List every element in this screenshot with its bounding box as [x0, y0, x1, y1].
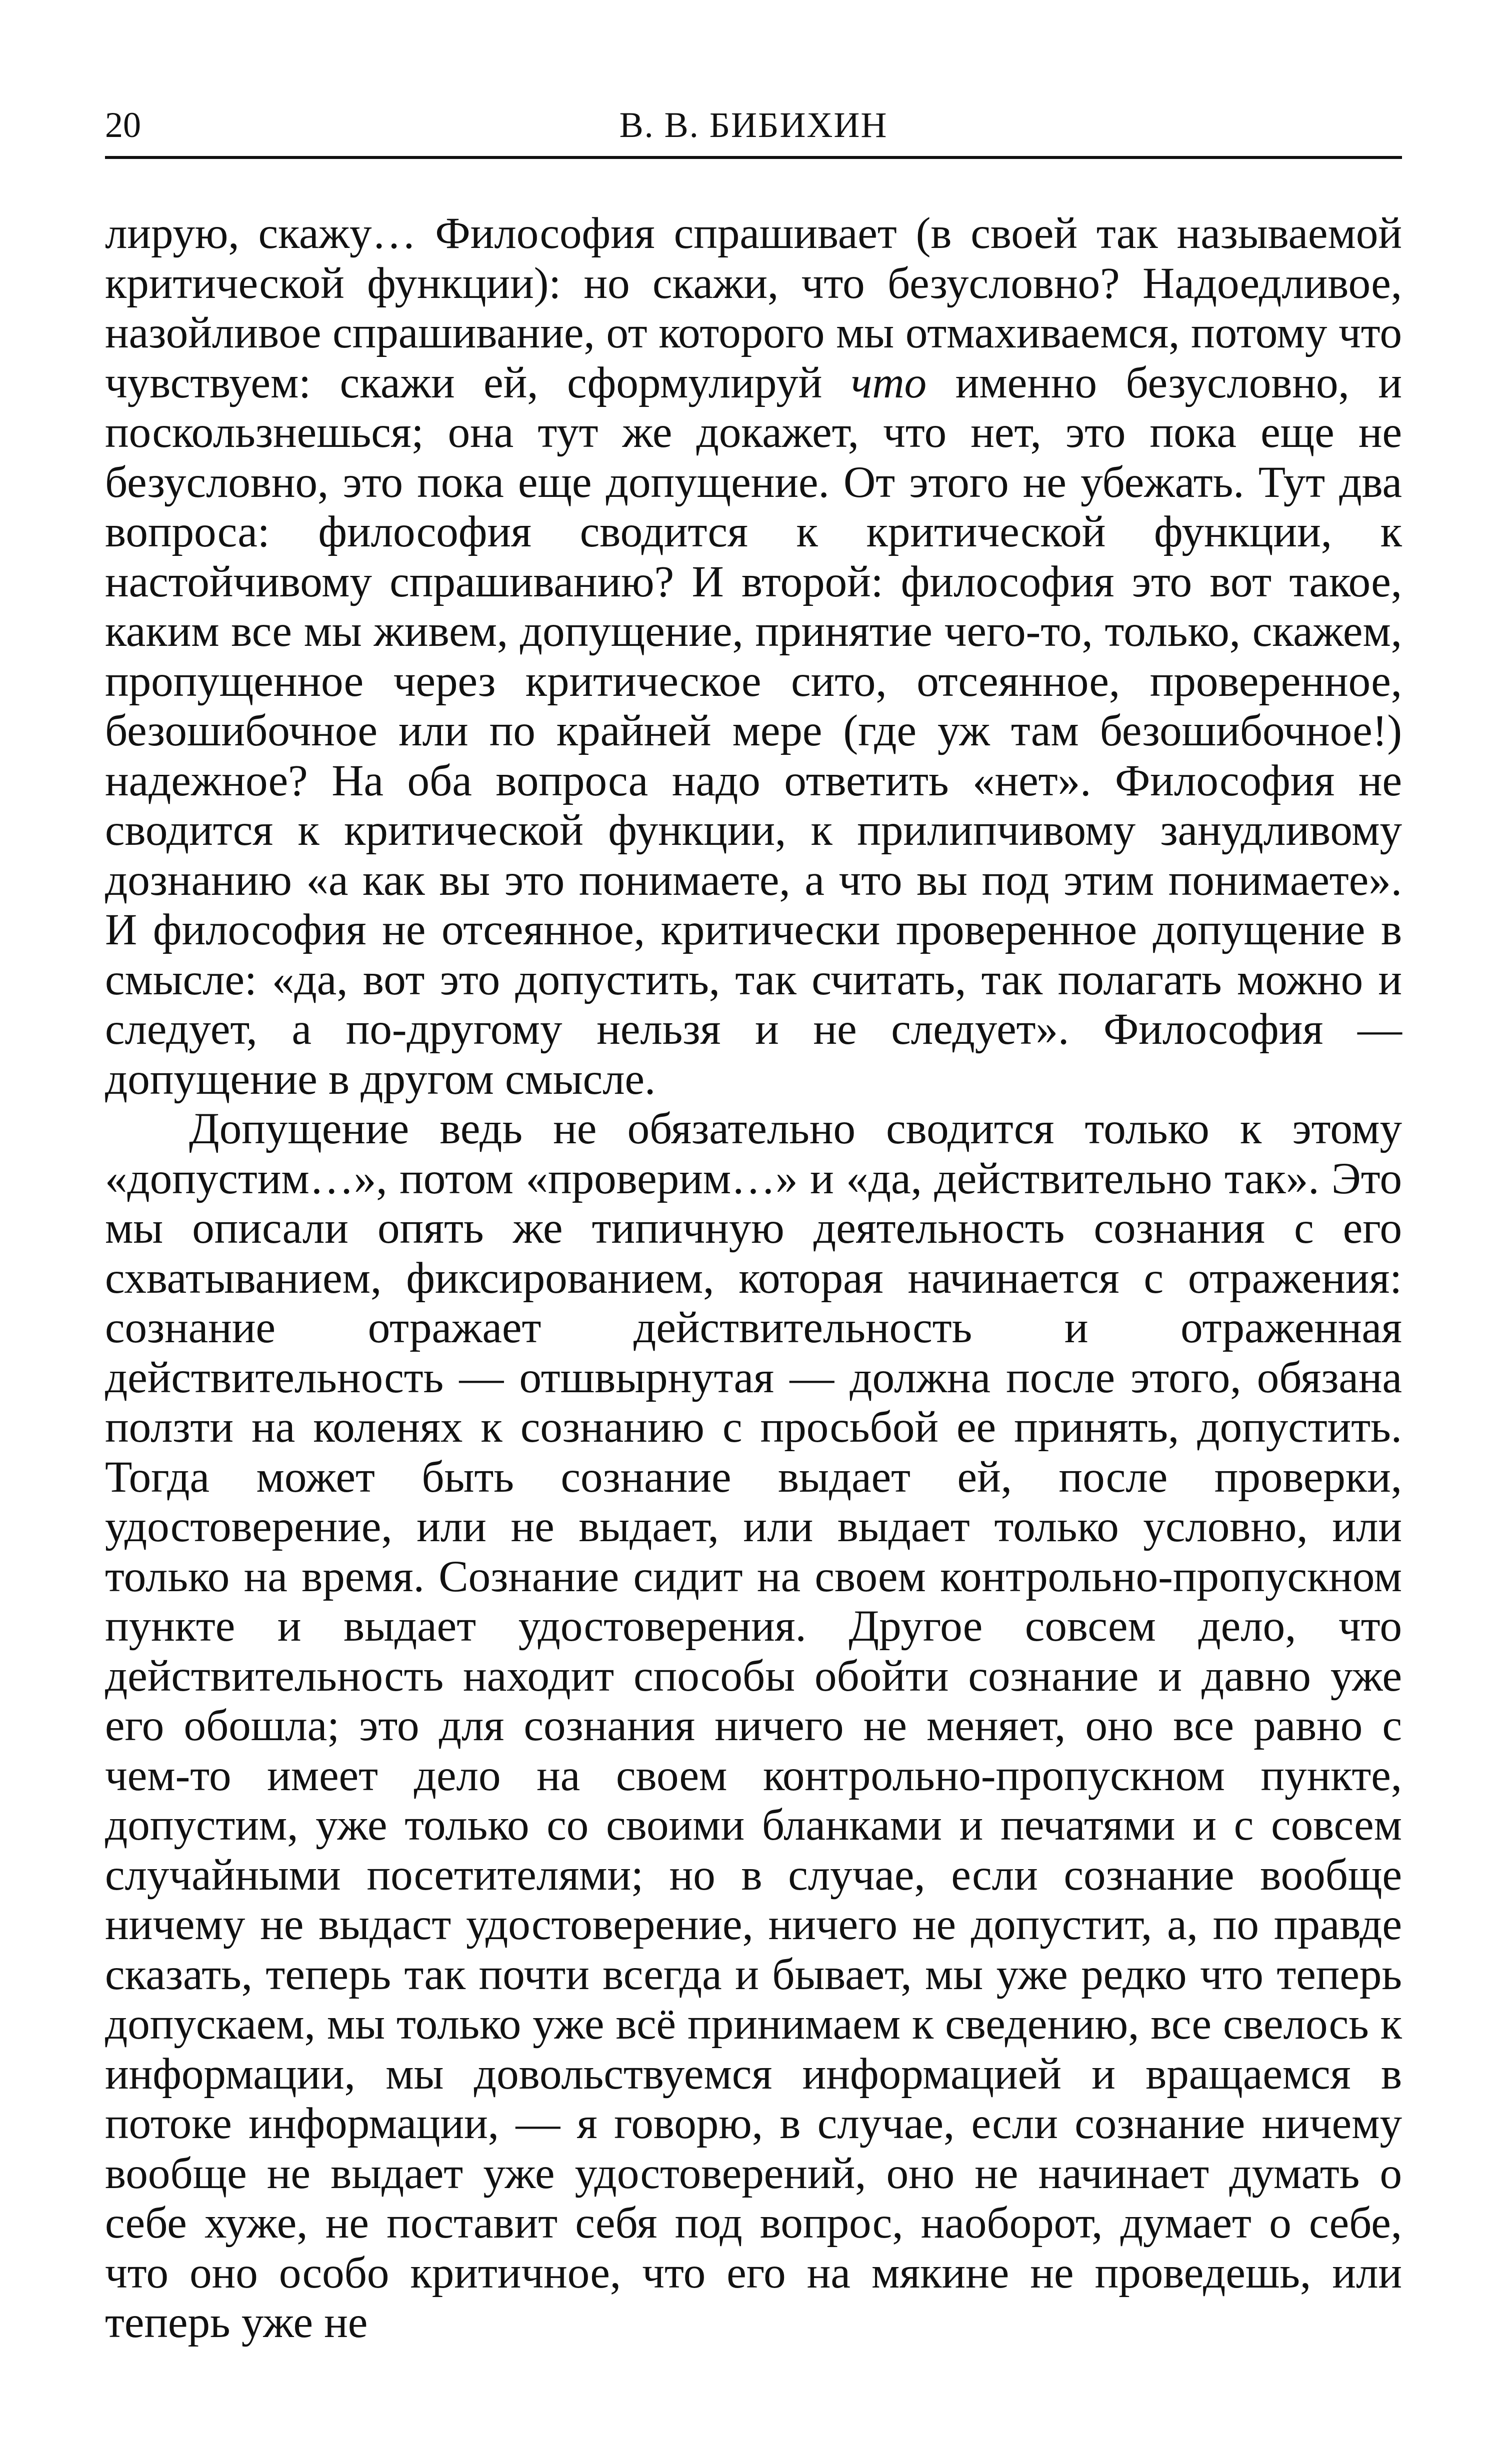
running-header	[105, 100, 1402, 159]
body-text	[105, 209, 1402, 2348]
text-segment: лирую, скажу… Философия спрашивает (в своей так называемой критической функции): но скажи, что безусловно? Надоедливое, назойливое спрашивание, от которого мы отмахиваемся, потому что чувствуем: скажи ей, сформулируй	[105, 209, 1402, 407]
book-page	[105, 100, 1402, 2348]
page-number: 20	[105, 105, 141, 145]
italic-emphasis: что	[850, 358, 927, 407]
text-segment: именно безусловно, и поскользнешься; она тут же докажет, что нет, это пока еще не безусловно, это пока еще допущение. От этого не убежать. Тут два вопроса: философия сводится к критической функции, к настойчивому спрашиванию? И второй: философия это вот такое, каким все мы живем, допущение, принятие чего-то, только, скажем, пропущенное через критическое сито, отсеянное, проверенное, безошибочное или по крайней мере (где уж там безошибочное!) надежное? На оба вопроса надо ответить «нет». Философия не сводится к критической функции, к прилипчивому занудливому дознанию «а как вы это понимаете, а что вы под этим понимаете». И философия не отсеянное, критически проверенное допущение в смысле: «да, вот это допустить, так считать, так полагать можно и следует, а по-другому нельзя и не следует». Философия — допущение в другом смысле.	[105, 358, 1402, 1104]
paragraph	[105, 209, 1402, 1104]
text-segment: Допущение ведь не обязательно сводится только к этому «допустим…», потом «проверим…» и «да, действительно так». Это мы описали опять же типичную деятельность сознания с его схватыванием, фиксированием, которая начинается с отражения: сознание отражает действительность и отраженная действительность — отшвырнутая — должна после этого, обязана ползти на коленях к сознанию с просьбой ее принять, допустить. Тогда может быть сознание выдает ей, после проверки, удостоверение, или не выдает, или выдает только условно, или только на время. Сознание сидит на своем контрольно-пропускном пункте и выдает удостоверения. Другое совсем дело, что действительность находит способы обойти сознание и давно уже его обошла; это для сознания ничего не меняет, оно все равно с чем-то имеет дело на своем контрольно-пропускном пункте, допустим, уже только со своими бланками и печатями и с совсем случайными посетителями; но в случае, если сознание вообще ничему не выдаст удостоверение, ничего не допустит, а, по правде сказать, теперь так почти всегда и бывает, мы уже редко что теперь допускаем, мы только уже всё принимаем к сведению, все свелось к информации, мы довольствуемся информацией и вращаемся в потоке информации, — я говорю, в случае, если сознание ничему вообще не выдает уже удостоверений, оно не начинает думать о себе хуже, не поставит себя под вопрос, наоборот, думает о себе, что оно особо критичное, что его на мякине не проведешь, или теперь уже не	[105, 1104, 1402, 2347]
running-head-author: В. В. БИБИХИН	[619, 105, 888, 145]
paragraph	[105, 1104, 1402, 2348]
